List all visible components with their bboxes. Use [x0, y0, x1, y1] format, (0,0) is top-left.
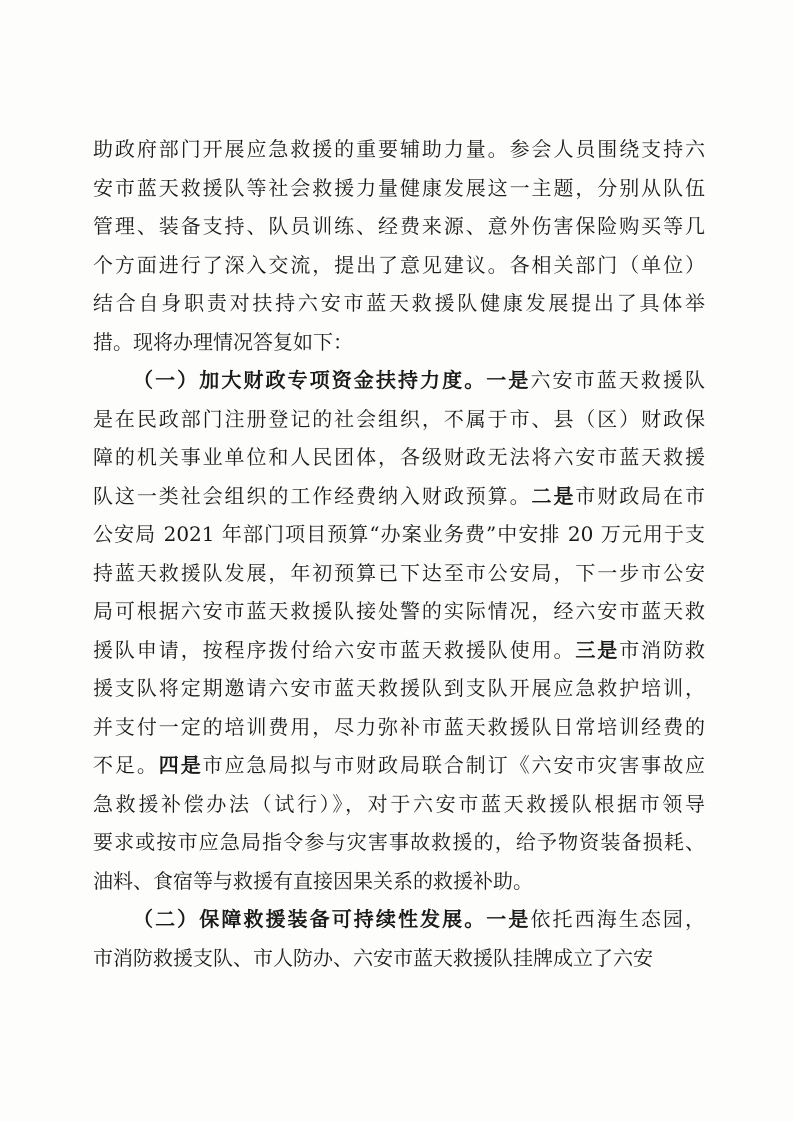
- text-segment: 油料、食宿等与救援有直接因果关系的救援补助。: [93, 868, 533, 893]
- bold-text: （二）保障救援装备可持续性发展。: [133, 907, 487, 931]
- text-line: [93, 785, 705, 824]
- text-segment: 援队申请，按程序拨付给六安市蓝天救援队使用。: [93, 637, 576, 662]
- text-segment: 市应急局拟与市财政局联合制订《六安市灾害事故应: [202, 753, 706, 777]
- bold-text: 一是: [486, 907, 531, 931]
- text-line: [93, 592, 705, 631]
- text-segment: 不足。: [93, 753, 159, 777]
- text-line: [93, 554, 705, 593]
- text-line: [93, 361, 705, 400]
- text-segment: 措。现将办理情况答复如下：: [93, 329, 353, 354]
- text-line: [93, 900, 705, 939]
- text-segment: 要求或按市应急局指令参与灾害事故救援的，给予物资装备损耗、: [93, 830, 705, 854]
- text-line: [93, 246, 705, 285]
- text-line: [93, 669, 705, 708]
- text-segment: 市消防救援支队、市人防办、六安市蓝天救援队挂牌成立了六安: [93, 945, 653, 970]
- text-segment: 是在民政部门注册登记的社会组织，不属于市、县（区）财政保: [93, 406, 705, 431]
- bold-text: 二是: [531, 483, 576, 508]
- text-line: [93, 631, 705, 670]
- text-segment: 结合自身职责对扶持六安市蓝天救援队健康发展提出了具体举: [93, 291, 705, 315]
- text-segment: 持蓝天救援队发展，年初预算已下达至市公安局，下一步市公安: [93, 560, 705, 585]
- text-line: [93, 400, 705, 439]
- text-line: [93, 708, 705, 747]
- text-line: [93, 438, 705, 477]
- text-segment: 障的机关事业单位和人民团体，各级财政无法将六安市蓝天救援: [93, 445, 705, 469]
- bold-text: 四是: [158, 753, 203, 777]
- text-segment: 管理、装备支持、队员训练、经费来源、意外伤害保险购买等几: [93, 214, 705, 238]
- text-line: [93, 207, 705, 246]
- text-line: [93, 169, 705, 208]
- text-line: [93, 823, 705, 862]
- text-segment: 公安局 2021 年部门项目预算“办案业务费”中安排 20 万元用于支: [93, 522, 705, 546]
- text-line: [93, 939, 705, 978]
- bold-text: 一是: [486, 368, 531, 392]
- bold-text: 三是: [575, 637, 620, 662]
- text-segment: 市消防救: [619, 637, 706, 662]
- text-line: [93, 477, 705, 516]
- text-line: [93, 515, 705, 554]
- text-segment: 助政府部门开展应急救援的重要辅助力量。参会人员围绕支持六: [93, 137, 705, 161]
- text-segment: 队这一类社会组织的工作经费纳入财政预算。: [93, 483, 532, 508]
- text-segment: 六安市蓝天救援队: [530, 368, 706, 392]
- text-line: [93, 323, 705, 362]
- text-line: [93, 130, 705, 169]
- document-body: [93, 130, 705, 977]
- bold-text: （一）加大财政专项资金扶持力度。: [133, 368, 487, 392]
- text-segment: 市财政局在市: [575, 483, 706, 508]
- text-segment: 依托西海生态园，: [530, 907, 706, 931]
- text-line: [93, 862, 705, 901]
- text-segment: 并支付一定的培训费用，尽力弥补市蓝天救援队日常培训经费的: [93, 714, 705, 739]
- text-segment: 局可根据六安市蓝天救援队接处警的实际情况，经六安市蓝天救: [93, 599, 705, 623]
- text-line: [93, 746, 705, 785]
- text-segment: 个方面进行了深入交流，提出了意见建议。各相关部门（单位）: [93, 252, 705, 277]
- text-segment: 援支队将定期邀请六安市蓝天救援队到支队开展应急救护培训，: [93, 676, 705, 700]
- text-segment: 急救援补偿办法（试行）》，对于六安市蓝天救援队根据市领导: [93, 791, 705, 816]
- text-segment: 安市蓝天救援队等社会救援力量健康发展这一主题，分别从队伍: [93, 175, 705, 200]
- text-line: [93, 284, 705, 323]
